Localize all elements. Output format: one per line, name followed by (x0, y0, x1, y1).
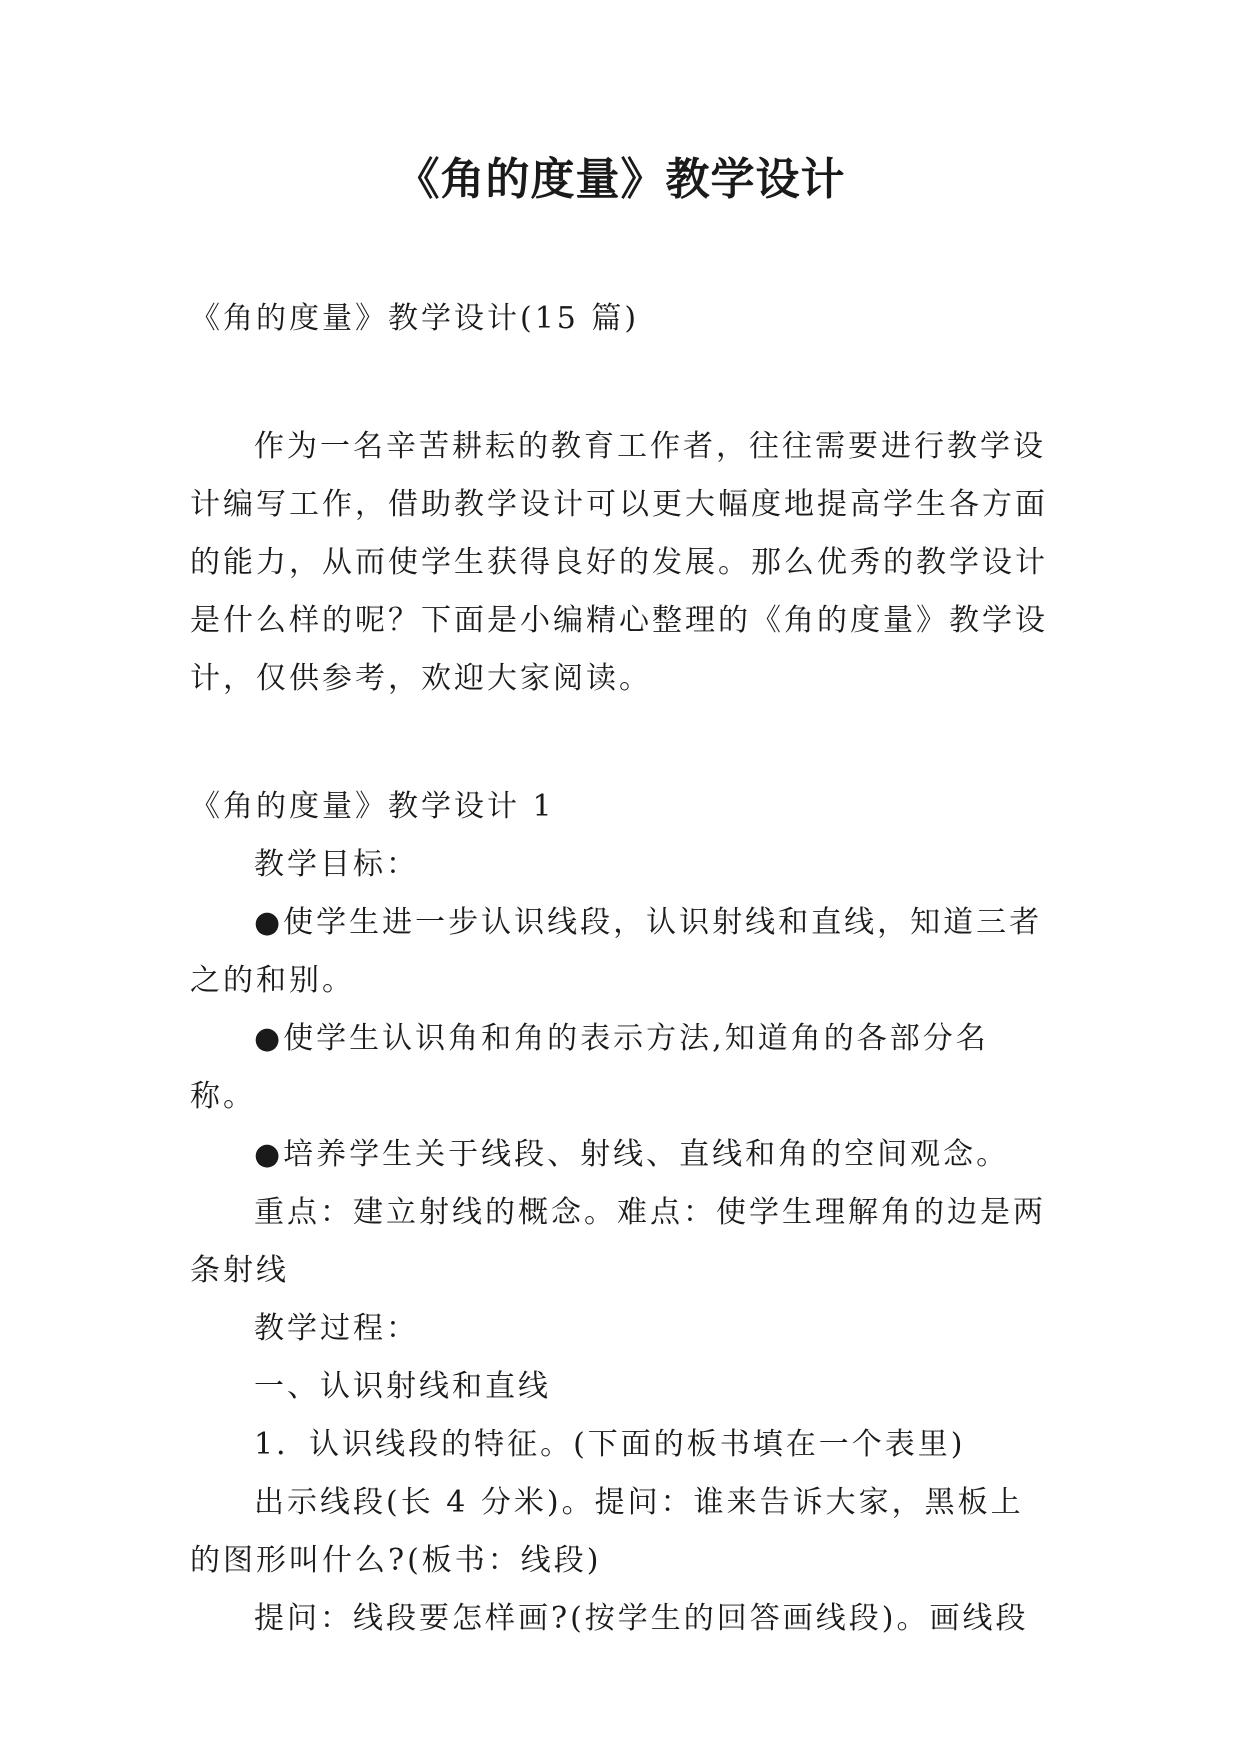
body-paragraph: 一、认识射线和直线 (254, 1369, 551, 1404)
body-paragraph: ●培养学生关于线段、射线、直线和角的空间观念。 (254, 1137, 1010, 1172)
document-subtitle: 《角的度量》教学设计(15 篇) (190, 301, 640, 336)
body-paragraph: 教学目标： (254, 847, 419, 882)
document-body (190, 290, 1050, 1648)
body-paragraph: 重点：建立射线的概念。难点：使学生理解角的边是两条射线 (190, 1195, 1046, 1288)
body-paragraph: ●使学生认识角和角的表示方法,知道角的各部分名称。 (190, 1021, 989, 1114)
body-paragraph: ●使学生进一步认识线段，认识射线和直线，知道三者之的和别。 (190, 905, 1043, 998)
intro-paragraph: 作为一名辛苦耕耘的教育工作者，往往需要进行教学设计编写工作，借助教学设计可以更大幅度地提高学生各方面的能力，从而使学生获得良好的发展。那么优秀的教学设计是什么样的呢？下面是小编精心整理的《角的度量》教学设计，仅供参考，欢迎大家阅读。 (190, 429, 1048, 696)
body-paragraph: 1．认识线段的特征。(下面的板书填在一个表里) (254, 1427, 966, 1462)
body-paragraph: 出示线段(长 4 分米)。提问：谁来告诉大家，黑板上的图形叫什么?(板书：线段) (190, 1485, 1024, 1578)
section-heading: 《角的度量》教学设计 1 (190, 789, 555, 824)
body-paragraph: 提问：线段要怎样画?(按学生的回答画线段)。画线段 (254, 1601, 1029, 1636)
document-title: 《角的度量》教学设计 (395, 154, 846, 205)
body-paragraph: 教学过程： (254, 1311, 419, 1346)
